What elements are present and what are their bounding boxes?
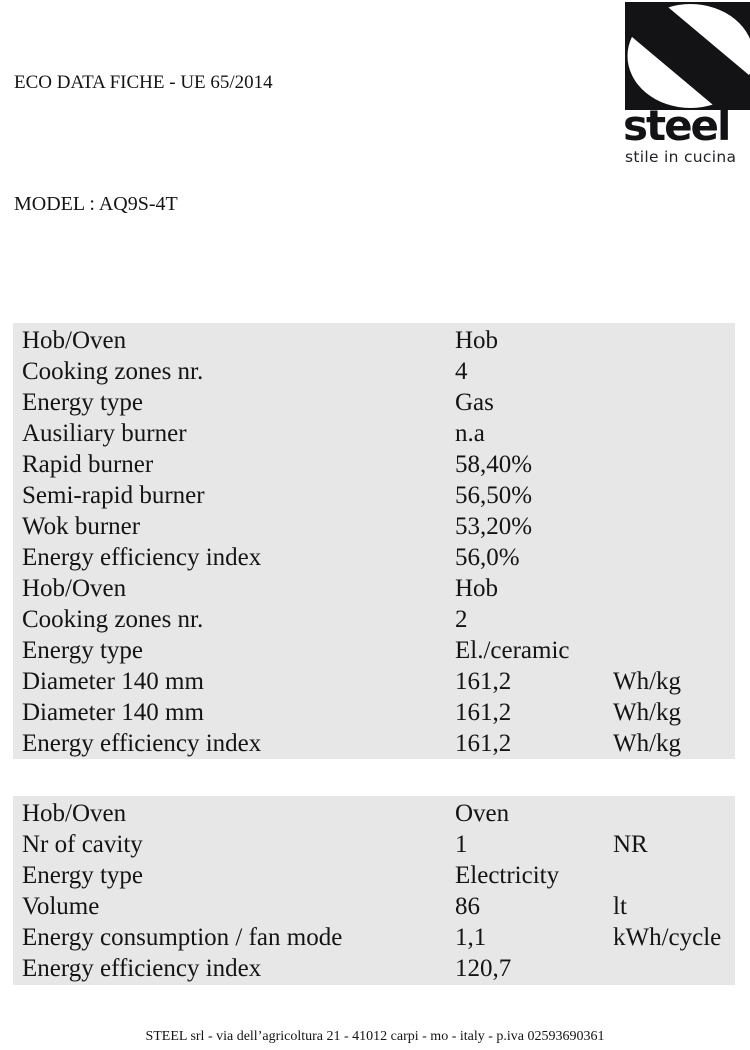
row-label: Cooking zones nr.: [22, 358, 204, 385]
table-row: [13, 511, 735, 542]
row-label: Energy consumption / fan mode: [22, 924, 343, 951]
row-value: 1,1: [455, 924, 487, 951]
table-row: [13, 635, 735, 666]
hob-data-table: [13, 323, 735, 759]
row-label: Energy efficiency index: [22, 544, 262, 571]
company-footer: STEEL srl - via dell’agricoltura 21 - 41012 carpi - mo - italy - p.iva 02593690361: [145, 1029, 605, 1044]
steel-tagline: stile in cucina: [625, 148, 737, 166]
row-unit: Wh/kg: [613, 668, 682, 695]
row-value: Oven: [455, 800, 510, 827]
row-label: Energy efficiency index: [22, 730, 262, 757]
row-label: Cooking zones nr.: [22, 606, 204, 633]
table-row: [13, 449, 735, 480]
row-value: Hob: [455, 327, 499, 354]
table-row: [13, 697, 735, 728]
table-row: [13, 860, 735, 891]
row-label: Hob/Oven: [22, 327, 127, 354]
row-value: 1: [455, 831, 468, 858]
row-value: 120,7: [455, 955, 512, 982]
row-unit: Wh/kg: [613, 730, 682, 757]
row-label: Energy type: [22, 389, 144, 416]
table-row: [13, 829, 735, 860]
row-label: Rapid burner: [22, 451, 154, 478]
table-row: [13, 542, 735, 573]
table-row: [13, 666, 735, 697]
row-value: 4: [455, 358, 468, 385]
row-label: Energy type: [22, 637, 144, 664]
row-unit: lt: [613, 893, 627, 920]
row-unit: Wh/kg: [613, 699, 682, 726]
document-title: ECO DATA FICHE - UE 65/2014: [14, 72, 273, 93]
table-row: [13, 922, 735, 953]
row-label: Nr of cavity: [22, 831, 143, 858]
row-label: Ausiliary burner: [22, 420, 187, 447]
table-row: [13, 891, 735, 922]
row-value: 86: [455, 893, 480, 920]
row-label: Wok burner: [22, 513, 141, 540]
steel-s-mark-icon: [625, 2, 750, 110]
row-unit: kWh/cycle: [613, 924, 722, 951]
table-row: [13, 356, 735, 387]
row-label: Semi-rapid burner: [22, 482, 205, 509]
table-row: [13, 953, 735, 984]
table-row: [13, 604, 735, 635]
table-row: [13, 480, 735, 511]
row-label: Volume: [22, 893, 100, 920]
row-value: 161,2: [455, 668, 512, 695]
row-value: 58,40%: [455, 451, 533, 478]
row-value: Electricity: [455, 862, 560, 889]
row-value: 2: [455, 606, 468, 633]
row-label: Hob/Oven: [22, 800, 127, 827]
row-label: Diameter 140 mm: [22, 668, 204, 695]
row-value: 56,0%: [455, 544, 520, 571]
row-value: 161,2: [455, 730, 512, 757]
row-value: 56,50%: [455, 482, 533, 509]
row-value: El./ceramic: [455, 637, 570, 664]
steel-logo: [623, 2, 750, 166]
row-value: 161,2: [455, 699, 512, 726]
row-value: n.a: [455, 420, 485, 447]
row-unit: NR: [613, 831, 648, 858]
row-label: Diameter 140 mm: [22, 699, 204, 726]
model-line: MODEL : AQ9S-4T: [14, 193, 178, 215]
row-label: Energy efficiency index: [22, 955, 262, 982]
table-row: [13, 387, 735, 418]
row-value: 53,20%: [455, 513, 533, 540]
table-row: [13, 573, 735, 604]
row-value: Gas: [455, 389, 494, 416]
row-label: Hob/Oven: [22, 575, 127, 602]
table-row: [13, 418, 735, 449]
table-row: [13, 798, 735, 829]
table-row: [13, 325, 735, 356]
steel-wordmark: steel: [623, 101, 730, 150]
row-label: Energy type: [22, 862, 144, 889]
row-value: Hob: [455, 575, 499, 602]
oven-data-table: [13, 796, 735, 985]
table-row: [13, 728, 735, 759]
